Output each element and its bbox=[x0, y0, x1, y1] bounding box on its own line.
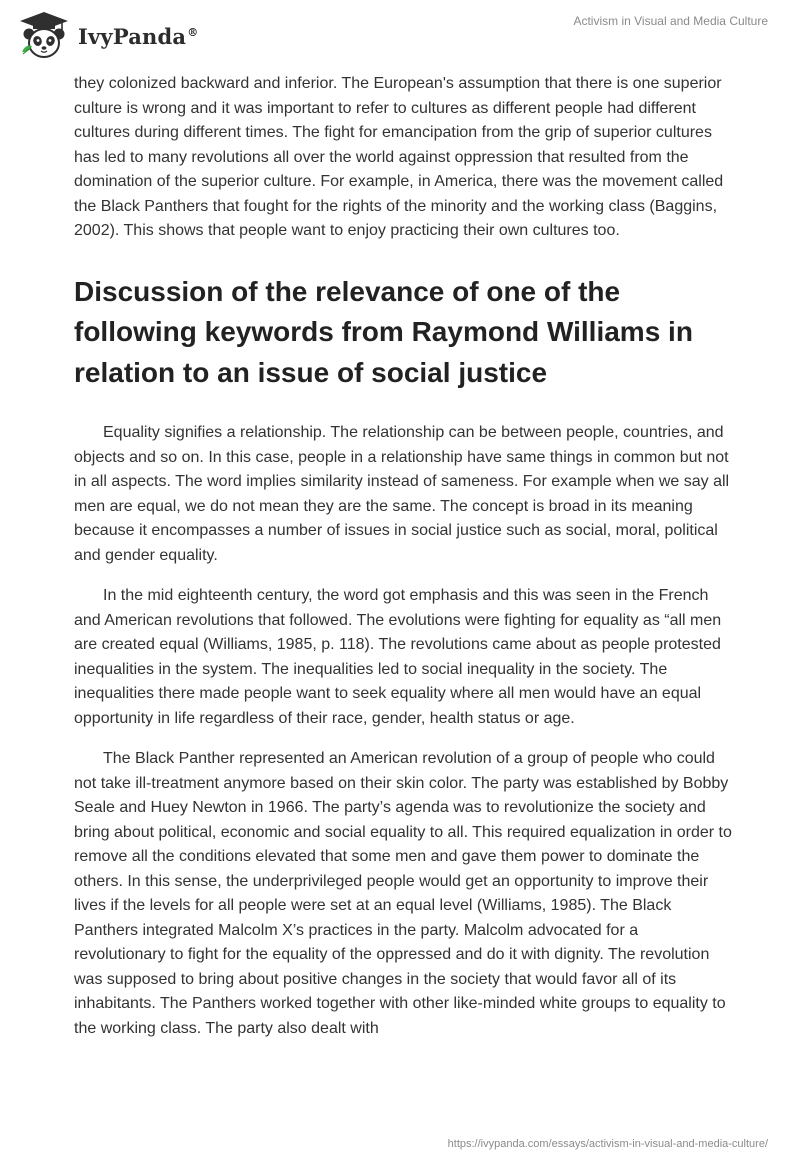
body-paragraph: The Black Panther represented an American revolution of a group of people who could not take ill-treatment anymore based on their skin color. The party was established by Bobby Seale and Huey Newton in 1966. The party’s agenda was to revolutionize the society and bring about political, economic and social equality to all. This required equalization in order to remove all the conditions elevated that some men and gave them power to dominate the others. In this sense, the underprivileged people would get an opportunity to improve their lives if the levels for all people were set at an equal level (Williams, 1985). The Black Panthers integrated Malcolm X’s practices in the party. Malcolm advocated for a revolutionary to fight for the equality of the oppressed and do it with dignity. The revolution was supposed to bring about positive changes in the society that would favor all of its inhabitants. The Panthers worked together with other like-minded white groups to equality to the working class. The party also dealt with bbox=[74, 750, 732, 1037]
essay-body bbox=[74, 72, 734, 1041]
document-title: Activism in Visual and Media Culture bbox=[573, 14, 768, 28]
intro-paragraph: they colonized backward and inferior. The European's assumption that there is one superior culture is wrong and it was important to refer to cultures as different people had different cultures during different times. The fight for emancipation from the grip of superior cultures has led to many revolutions all over the world against oppression that resulted from the domination of the superior culture. For example, in America, there was the movement called the Black Panthers that fought for the rights of the minority and the working class (Baggins, 2002). This shows that people want to enjoy practicing their own cultures too. bbox=[74, 75, 724, 239]
body-paragraph: In the mid eighteenth century, the word got emphasis and this was seen in the French and American revolutions that followed. The evolutions were fighting for equality as “all men are created equal (Williams, 1985, p. 118). The revolutions came about as people protested inequalities in the system. The inequalities led to social inequality in the society. The inequalities there made people want to seek equality where all men would have an equal opportunity in life regardless of their race, gender, health status or age. bbox=[74, 587, 722, 727]
panda-graduate-icon bbox=[16, 8, 72, 64]
section-heading: Discussion of the relevance of one of the following keywords from Raymond Williams in relation to an issue of social justice bbox=[74, 275, 693, 388]
source-url[interactable]: https://ivypanda.com/essays/activism-in-visual-and-media-culture/ bbox=[447, 1138, 768, 1150]
body-paragraph: Equality signifies a relationship. The relationship can be between people, countries, and objects and so on. In this case, people in a relationship have same things in common but not in all aspects. The word implies similarity instead of sameness. For example when we say all men are equal, we do not mean they are the same. The concept is broad in its meaning because it encompasses a number of issues in social justice such as social, moral, political and gender equality. bbox=[74, 424, 730, 564]
brand-name: IvyPanda® bbox=[78, 23, 199, 49]
registered-mark: ® bbox=[187, 25, 199, 39]
page-header bbox=[0, 0, 800, 70]
brand-logo[interactable] bbox=[16, 8, 198, 64]
